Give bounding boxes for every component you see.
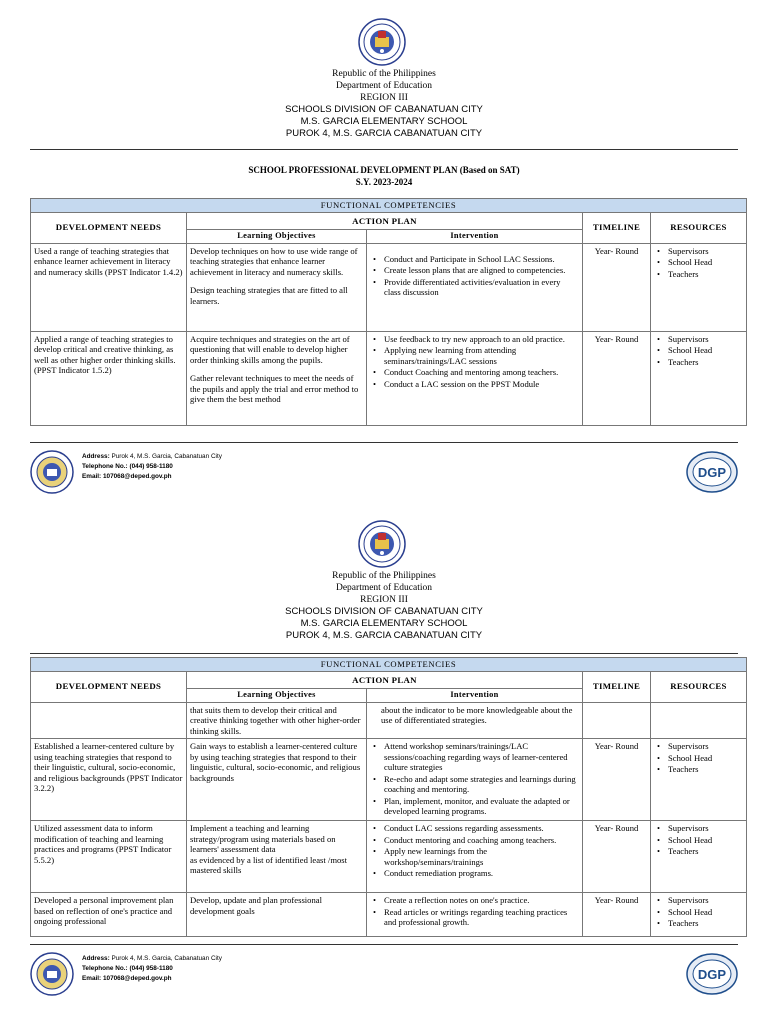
header-development-needs: DEVELOPMENT NEEDS: [31, 671, 187, 702]
plan-title: SCHOOL PROFESSIONAL DEVELOPMENT PLAN (Based on SAT): [248, 165, 520, 175]
header-intervention: Intervention: [367, 230, 583, 244]
footer-email: 107068@deped.gov.ph: [102, 975, 172, 982]
intervention-cell: [367, 739, 583, 821]
development-need-cell: Utilized assessment data to inform modification of teaching and learning practices and programs (PPST Indicator 5.5.2): [31, 821, 187, 893]
intervention-item: • Conduct Coaching and mentoring among teachers.: [370, 367, 579, 378]
letterhead-region: REGION III: [360, 93, 408, 103]
resources-cell: [651, 821, 747, 893]
dgp-logo-text: DGP: [697, 465, 727, 480]
table-row: [31, 702, 747, 739]
intervention-item: • Create lesson plans that are aligned to competencies.: [370, 265, 579, 276]
footer-address: Purok 4, M.S. Garcia, Cabanatuan City: [111, 955, 222, 962]
development-need-cell: Established a learner-centered culture by using teaching strategies that respond to their linguistic, cultural, socio-economic, and religious backgrounds (PPST Indicator 3.2.2): [31, 739, 187, 821]
letterhead-school: M.S. GARCIA ELEMENTARY SCHOOL: [300, 618, 468, 629]
development-plan-table: [30, 657, 747, 937]
letterhead-division: SCHOOLS DIVISION OF CABANATUAN CITY: [285, 104, 483, 115]
objective-text: Design teaching strategies that are fitted to all learners.: [190, 285, 348, 306]
header-timeline: TIMELINE: [583, 212, 651, 243]
timeline-cell: Year- Round: [583, 821, 651, 893]
footer-email: 107068@deped.gov.ph: [102, 473, 172, 480]
letterhead-department: Department of Education: [335, 583, 433, 593]
telephone-label: Telephone No.:: [82, 463, 128, 470]
objective-text: as evidenced by a list of identified least /most mastered skills: [190, 854, 348, 875]
development-need-cell: Developed a personal improvement plan based on reflection of one's practice and ongoing professional: [31, 893, 187, 937]
resource-item: • School Head: [654, 753, 743, 764]
development-need-cell: [31, 702, 187, 739]
header-learning-objectives: Learning Objectives: [187, 689, 367, 703]
address-label: Address:: [82, 955, 110, 962]
table-row: [31, 739, 747, 821]
resource-item: • School Head: [654, 835, 743, 846]
learning-objectives-cell: Gain ways to establish a learner-centered culture by using teaching strategies that respond to their linguistic, cultural, socio-economic, and religious backgrounds: [187, 739, 367, 821]
intervention-item: • Conduct and Participate in School LAC Sessions.: [370, 254, 579, 265]
resources-cell: [651, 739, 747, 821]
letterhead-region: REGION III: [360, 595, 408, 605]
resource-item: • Supervisors: [654, 823, 743, 834]
resource-item: • Teachers: [654, 918, 743, 929]
intervention-item: • Conduct mentoring and coaching among teachers.: [370, 835, 579, 846]
intervention-item: • Attend workshop seminars/trainings/LAC sessions/coaching regarding ways of learner-centered culture strategies: [370, 741, 579, 773]
footer-telephone: (044) 958-1180: [129, 965, 173, 972]
address-label: Address:: [82, 453, 110, 460]
letterhead-school: M.S. GARCIA ELEMENTARY SCHOOL: [300, 116, 468, 127]
resource-item: • Teachers: [654, 357, 743, 368]
development-need-cell: Used a range of teaching strategies that enhance learner achievement in literacy and numeracy skills (PPST Indicator 1.4.2): [31, 243, 187, 331]
footer: [0, 948, 768, 1008]
header-development-needs: DEVELOPMENT NEEDS: [31, 212, 187, 243]
intervention-item: • Read articles or writings regarding teaching practices and professional growth.: [370, 907, 579, 928]
objective-text: Implement a teaching and learning strategy/program using materials based on learners' assessment data: [190, 823, 336, 854]
intervention-item: • Re-echo and adapt some strategies and learnings during coaching and mentoring.: [370, 774, 579, 795]
school-seal-icon: [30, 450, 74, 494]
timeline-cell: [583, 702, 651, 739]
resource-item: • Supervisors: [654, 246, 743, 257]
header-intervention: Intervention: [367, 689, 583, 703]
intervention-item: • Applying new learning from attending seminars/trainings/LAC sessions: [370, 345, 579, 366]
header-divider: [30, 653, 738, 654]
intervention-item: • Create a reflection notes on one's practice.: [370, 895, 579, 906]
resources-cell: [651, 243, 747, 331]
intervention-item: • Conduct a LAC session on the PPST Module: [370, 379, 579, 390]
letterhead: [0, 68, 768, 140]
email-label: Email:: [82, 473, 102, 480]
letterhead-republic: Republic of the Philippines: [332, 571, 436, 581]
header-action-plan: ACTION PLAN: [187, 212, 583, 230]
objective-text: Develop techniques on how to use wide range of teaching strategies that enhance learner achievement in literacy and numeracy skills.: [190, 245, 358, 277]
letterhead: [0, 570, 768, 642]
header-divider: [30, 149, 738, 150]
table-row: [31, 893, 747, 937]
letterhead-department: Department of Education: [335, 81, 433, 91]
resources-cell: [651, 893, 747, 937]
resource-item: • Teachers: [654, 764, 743, 775]
intervention-item: • Apply new learnings from the workshop/seminars/trainings: [370, 846, 579, 867]
resource-item: • School Head: [654, 345, 743, 356]
resource-item: • School Head: [654, 907, 743, 918]
header-learning-objectives: Learning Objectives: [187, 230, 367, 244]
footer-contact: [82, 954, 222, 984]
table-row: [31, 243, 747, 331]
document-page-2: [0, 514, 768, 1024]
intervention-item: • Use feedback to try new approach to an old practice.: [370, 334, 579, 345]
email-label: Email:: [82, 975, 102, 982]
resource-item: • Supervisors: [654, 334, 743, 345]
footer-divider: [30, 944, 738, 945]
learning-objectives-cell: that suits them to develop their critical and creative thinking together with other higher-order thinking skills.: [187, 702, 367, 739]
learning-objectives-cell: [187, 821, 367, 893]
resources-cell: [651, 331, 747, 425]
resource-item: • School Head: [654, 257, 743, 268]
resource-item: • Supervisors: [654, 895, 743, 906]
intervention-cell: [367, 243, 583, 331]
intervention-cell: about the indicator to be more knowledgeable about the use of differentiated strategies.: [367, 702, 583, 739]
table-row: [31, 821, 747, 893]
school-year: S.Y. 2023-2024: [355, 177, 413, 187]
functional-competencies-band: FUNCTIONAL COMPETENCIES: [31, 658, 747, 672]
table-row: [31, 331, 747, 425]
objective-text: Acquire techniques and strategies on the art of questioning that will enable to develop higher order thinking skills among the pupils.: [190, 333, 350, 365]
letterhead-division: SCHOOLS DIVISION OF CABANATUAN CITY: [285, 606, 483, 617]
dgp-logo-icon: [686, 952, 738, 996]
timeline-cell: Year- Round: [583, 331, 651, 425]
intervention-cell: [367, 821, 583, 893]
footer-divider: [30, 442, 738, 443]
resource-item: • Teachers: [654, 269, 743, 280]
footer-telephone: (044) 958-1180: [129, 463, 173, 470]
intervention-cell: [367, 331, 583, 425]
development-need-cell: Applied a range of teaching strategies to develop critical and creative thinking, as well as other higher order thinking skills. (PPST Indicator 1.5.2): [31, 331, 187, 425]
resource-item: • Supervisors: [654, 741, 743, 752]
header-timeline: TIMELINE: [583, 671, 651, 702]
learning-objectives-cell: Develop, update and plan professional development goals: [187, 893, 367, 937]
telephone-label: Telephone No.:: [82, 965, 128, 972]
learning-objectives-cell: [187, 243, 367, 331]
objective-text: Gather relevant techniques to meet the needs of the pupils and apply the trial and error method to give them the best method: [190, 373, 359, 404]
timeline-cell: Year- Round: [583, 893, 651, 937]
resources-cell: [651, 702, 747, 739]
footer-address: Purok 4, M.S. Garcia, Cabanatuan City: [111, 453, 222, 460]
footer: [0, 446, 768, 506]
development-plan-table: [30, 198, 747, 426]
letterhead-address: PUROK 4, M.S. GARCIA CABANATUAN CITY: [285, 128, 483, 139]
document-page-1: [0, 0, 768, 500]
letterhead-republic: Republic of the Philippines: [332, 69, 436, 79]
intervention-item: • Conduct LAC sessions regarding assessments.: [370, 823, 579, 834]
dgp-logo-text: DGP: [697, 967, 727, 982]
functional-competencies-band: FUNCTIONAL COMPETENCIES: [31, 199, 747, 213]
resource-item: • Teachers: [654, 846, 743, 857]
timeline-cell: Year- Round: [583, 243, 651, 331]
deped-seal-icon: [358, 520, 406, 568]
intervention-cell: [367, 893, 583, 937]
letterhead-address: PUROK 4, M.S. GARCIA CABANATUAN CITY: [285, 630, 483, 641]
footer-contact: [82, 452, 222, 482]
intervention-item: • Plan, implement, monitor, and evaluate the adapted or developed learning programs.: [370, 796, 579, 817]
header-resources: RESOURCES: [651, 212, 747, 243]
intervention-item: • Provide differentiated activities/evaluation in every class discussion: [370, 277, 579, 298]
learning-objectives-cell: [187, 331, 367, 425]
header-resources: RESOURCES: [651, 671, 747, 702]
deped-seal-icon: [358, 18, 406, 66]
timeline-cell: Year- Round: [583, 739, 651, 821]
intervention-item: • Conduct remediation programs.: [370, 868, 579, 879]
header-action-plan: ACTION PLAN: [187, 671, 583, 689]
dgp-logo-icon: [686, 450, 738, 494]
school-seal-icon: [30, 952, 74, 996]
